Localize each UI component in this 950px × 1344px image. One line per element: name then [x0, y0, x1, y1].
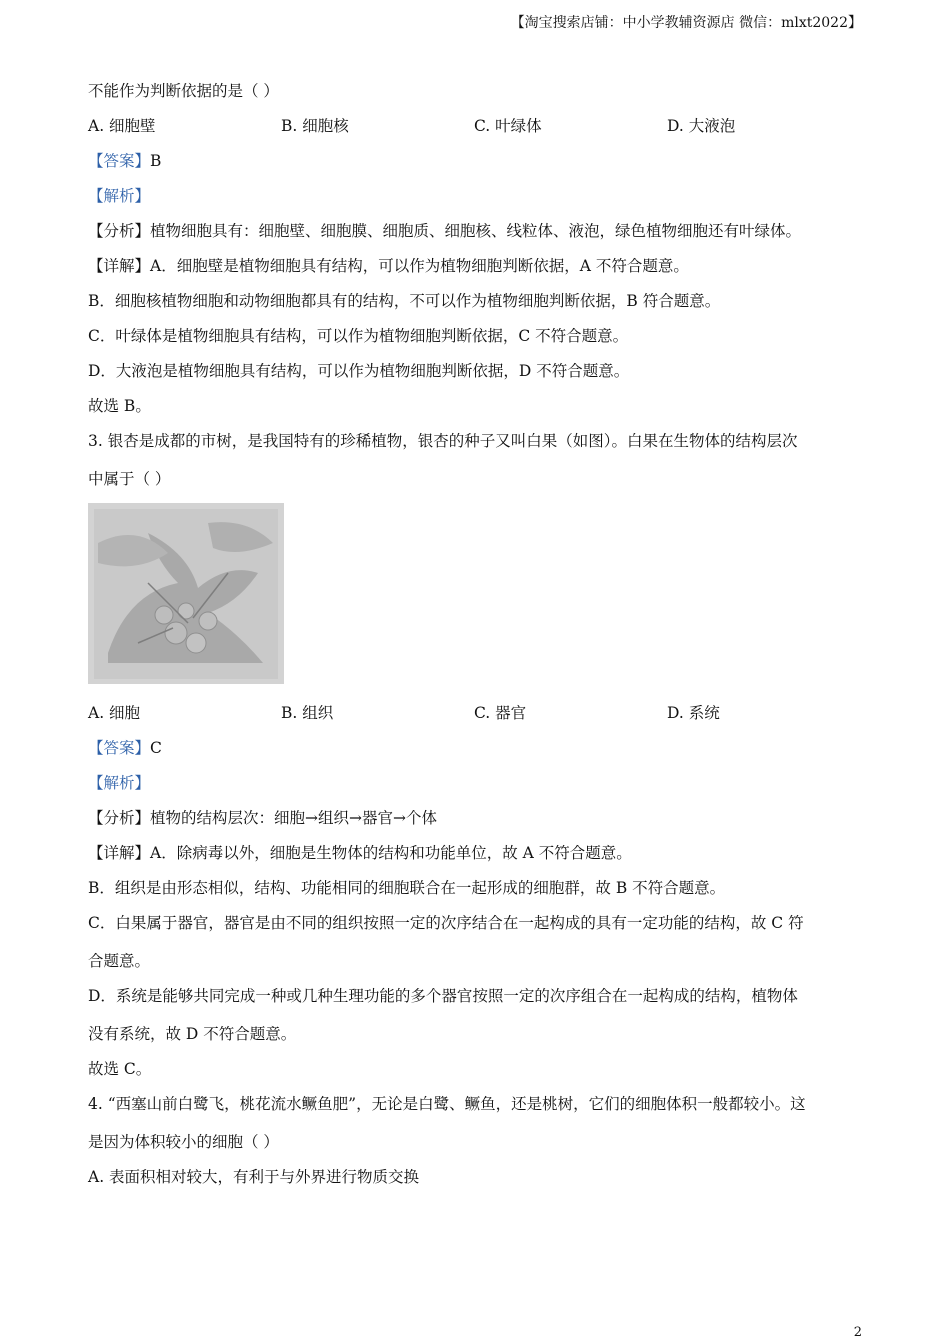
q3-option-c: C. 器官	[474, 704, 527, 722]
q3-answer-tag: 【答案】	[88, 739, 151, 757]
q3-xiangjie-b: B．组织是由形态相似，结构、功能相同的细胞联合在一起形成的细胞群，故 B 不符合题意。	[88, 879, 726, 897]
q3-options	[88, 700, 860, 735]
ginkgo-photo	[88, 503, 284, 684]
q2-answer-value: B	[150, 152, 162, 170]
q3-answer-value: C	[150, 739, 162, 757]
q2-conclusion: 故选 B。	[88, 397, 151, 415]
q3-xiangjie-d-line2: 没有系统，故 D 不符合题意。	[88, 1025, 297, 1043]
q3-conclusion: 故选 C。	[88, 1060, 152, 1078]
q3-analysis-tag: 【解析】	[88, 774, 151, 792]
q2-xiangjie-b: B．细胞核植物细胞和动物细胞都具有的结构，不可以作为植物细胞判断依据，B 符合题意。	[88, 292, 721, 310]
q3-xiangjie-c-line1: C．白果属于器官，器官是由不同的组织按照一定的次序结合在一起构成的具有一定功能的结构，故 C 符	[88, 914, 804, 932]
q4-stem-line1: 4. “西塞山前白鹭飞，桃花流水鳜鱼肥”，无论是白鹭、鳜鱼，还是桃树，它们的细胞体积一般都较小。这	[88, 1095, 806, 1113]
q4-stem-line2: 是因为体积较小的细胞（ ）	[88, 1133, 279, 1151]
q2-analysis-tag: 【解析】	[88, 187, 151, 205]
q2-option-b: B. 细胞核	[281, 117, 349, 135]
q3-xiangjie-d-line1: D．系统是能够共同完成一种或几种生理功能的多个器官按照一定的次序组合在一起构成的结构，植物体	[88, 987, 798, 1005]
q2-xiangjie-d: D．大液泡是植物细胞具有结构，可以作为植物细胞判断依据，D 不符合题意。	[88, 362, 630, 380]
q3-stem-line1: 3. 银杏是成都的市树，是我国特有的珍稀植物，银杏的种子又叫白果（如图）。白果在生物体的结构层次	[88, 432, 798, 450]
q2-option-a: A. 细胞壁	[88, 117, 156, 135]
page-header: 【淘宝搜索店铺：中小学教辅资源店 微信：mlxt2022】	[510, 15, 862, 31]
q2-stem-tail: 不能作为判断依据的是（ ）	[88, 82, 279, 100]
q2-answer-tag: 【答案】	[88, 152, 151, 170]
q3-fenxi: 【分析】植物的结构层次：细胞→组织→器官→个体	[88, 809, 437, 827]
q2-xiangjie-a: 【详解】A．细胞壁是植物细胞具有结构，可以作为植物细胞判断依据，A 不符合题意。	[88, 257, 689, 275]
q3-xiangjie-a: 【详解】A．除病毒以外，细胞是生物体的结构和功能单位，故 A 不符合题意。	[88, 844, 632, 862]
q4-option-a: A. 表面积相对较大，有利于与外界进行物质交换	[88, 1168, 420, 1186]
q3-answer	[88, 735, 860, 770]
q2-fenxi: 【分析】植物细胞具有：细胞壁、细胞膜、细胞质、细胞核、线粒体、液泡，绿色植物细胞还有叶绿体。	[88, 222, 802, 240]
q3-option-a: A. 细胞	[88, 704, 141, 722]
q2-option-d: D. 大液泡	[667, 117, 736, 135]
q2-options	[88, 113, 860, 148]
q2-option-c: C. 叶绿体	[474, 117, 542, 135]
q3-stem-line2: 中属于（ ）	[88, 470, 171, 488]
page-content	[88, 78, 860, 1199]
q3-option-b: B. 组织	[281, 704, 334, 722]
q3-option-d: D. 系统	[667, 704, 720, 722]
q3-xiangjie-c-line2: 合题意。	[88, 952, 151, 970]
q2-xiangjie-c: C．叶绿体是植物细胞具有结构，可以作为植物细胞判断依据，C 不符合题意。	[88, 327, 629, 345]
ginkgo-photo-drawing	[88, 503, 284, 684]
page-number: 2	[853, 1325, 862, 1340]
q2-answer	[88, 148, 860, 183]
